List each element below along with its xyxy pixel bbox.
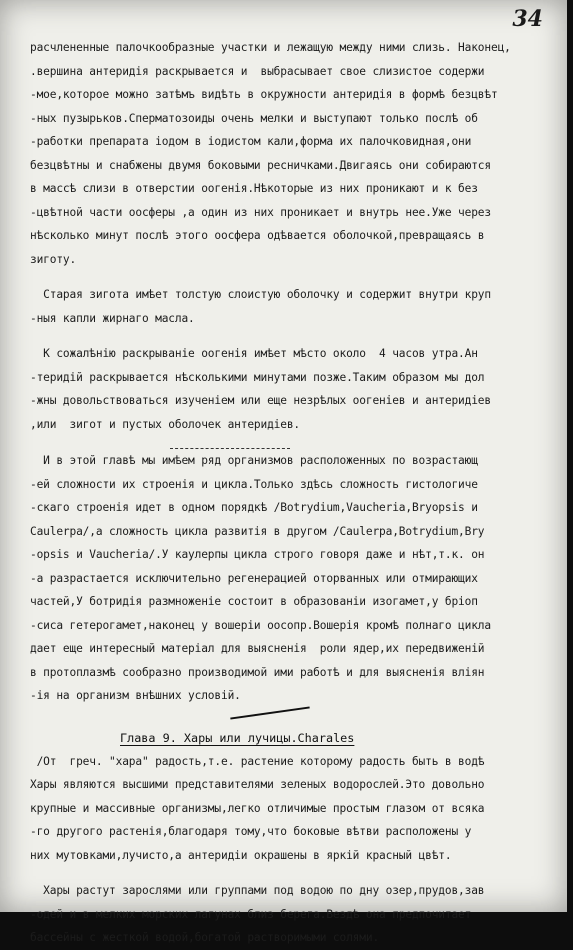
text-line: -мое,которое можно затѣмъ видѣть в окружности антеридія в формѣ безцвѣт (30, 88, 498, 101)
chapter-heading: Глава 9. Хары или лучицы.Charales (120, 730, 355, 745)
text-line: -а разрастается исключительно регенерацией оторванных или отмирающих (30, 571, 478, 585)
text-line: в протоплазмѣ сообразно производимой ими работѣ и для выясненія вліян (30, 665, 485, 679)
text-line: крупные и массивные организмы,легко отличимые простым глазом от всяка (30, 801, 485, 815)
text-line: К сожалѣнію раскрываніе оогенія имѣет мѣсто около 4 часов утра.Ан (30, 347, 478, 360)
text-line: безцвѣтны и снабжены двумя боковыми ресничками.Двигаясь они собираются (30, 158, 491, 172)
paragraph-zygote (30, 283, 565, 330)
text-line: -го другого растенія,благодаря тому,что боковые вѣтви расположены у (30, 825, 472, 838)
text-line: Хары растут зарослями или группами под водою по дну озер,прудов,зав (30, 884, 485, 897)
handwritten-stroke (230, 706, 309, 719)
text-line: них мутовками,лучисто,а антеридіи окрашены в яркій красный цвѣт. (30, 848, 452, 862)
text-line: -ных пузырьков.Сперматозоиды очень мелки и выступают только послѣ об (30, 111, 478, 125)
paragraph-gap (30, 271, 565, 283)
text-line: Caulerpa/,а сложность цикла развитія в другом /Caulerpa,Botrydium,Bry (30, 524, 485, 538)
text-line: -цвѣтной части оосферы ,а один из них проникает и внутрь нее.Уже через (30, 205, 491, 219)
text-line: -ныя капли жирнаго масла. (30, 311, 195, 325)
text-line: в массѣ слизи в отверстии оогенія.Нѣкоторые из них проникают и к без (30, 182, 478, 195)
paragraph-gap (30, 436, 565, 448)
text-line: расчлененные палочкообразные участки и лежащую между ними слизь. Наконец, (30, 41, 511, 54)
text-line: -работки препарата іодом в іодистом кали,форма их палочковидная,они (30, 135, 472, 148)
paragraph-timing (30, 342, 565, 436)
text-line: И в этой главѣ мы имѣем ряд организмов расположенных по возрастающ (30, 454, 478, 467)
paragraph-summary (30, 449, 565, 708)
paragraph-gap (30, 867, 565, 879)
text-line: -сиса гетерогамет,наконец у вошеріи оосопр.Вошерія кромѣ полнаго цикла (30, 618, 491, 632)
paragraph-gap (30, 330, 565, 342)
text-line: частей,У ботридія размноженіе состоит в образованіи изогамет,у бріоп (30, 595, 478, 608)
text-line: Хары являются высшими представителями зеленых водорослей.Это довольно (30, 778, 485, 791)
text-line: -opsis и Vaucheria/.У каулерпы цикла строго говоря даже и нѣт,т.к. он (30, 548, 485, 561)
paragraph-antheridium (30, 36, 565, 271)
text-line: дает еще интересный матеріал для выясненія роли ядер,их передвиженій (30, 642, 485, 655)
paragraph-charales-intro (30, 750, 565, 868)
text-line: бассейны с жесткой водой,богатой растворимыми солями. (30, 931, 380, 944)
paragraph-charales-habitat (30, 879, 565, 950)
text-line: -скаго строенія идет в одном порядкѣ /Botrydium,Vaucheria,Bryopsis и (30, 501, 478, 514)
text-line: -теридій раскрывается нѣсколькими минутами позже.Таким образом мы дол (30, 370, 485, 384)
text-line: зиготу. (30, 252, 77, 266)
text-line: -одей и в мелких морских лагунах близ берега.Вездѣ она предпочитает (30, 907, 472, 921)
page-number: 34 (512, 6, 543, 32)
text-line: .вершина антеридія раскрывается и выбрасывает свое слизистое содержи (30, 64, 485, 78)
text-line: -ей сложности их строенія и цикла.Только здѣсь сложность гистологиче (30, 477, 478, 491)
text-line: ,или зигот и пустых оболочек антеридiев. (30, 417, 301, 431)
text-line: -жны довольствоваться изученіем или еще незрѣлых оогенiев и антеридiев (30, 394, 491, 407)
page-body (30, 36, 565, 950)
text-line: /От греч. "хара" радость,т.е. растение которому радость быть в водѣ (30, 754, 485, 768)
text-line: Старая зигота имѣет толстую слоистую оболочку и содержит внутри круп (30, 288, 491, 301)
text-line: -ія на организм внѣшних условій. (30, 689, 241, 702)
text-line: нѣсколько минут послѣ этого оосфера одѣвается оболочкой,превращаясь в (30, 229, 485, 242)
